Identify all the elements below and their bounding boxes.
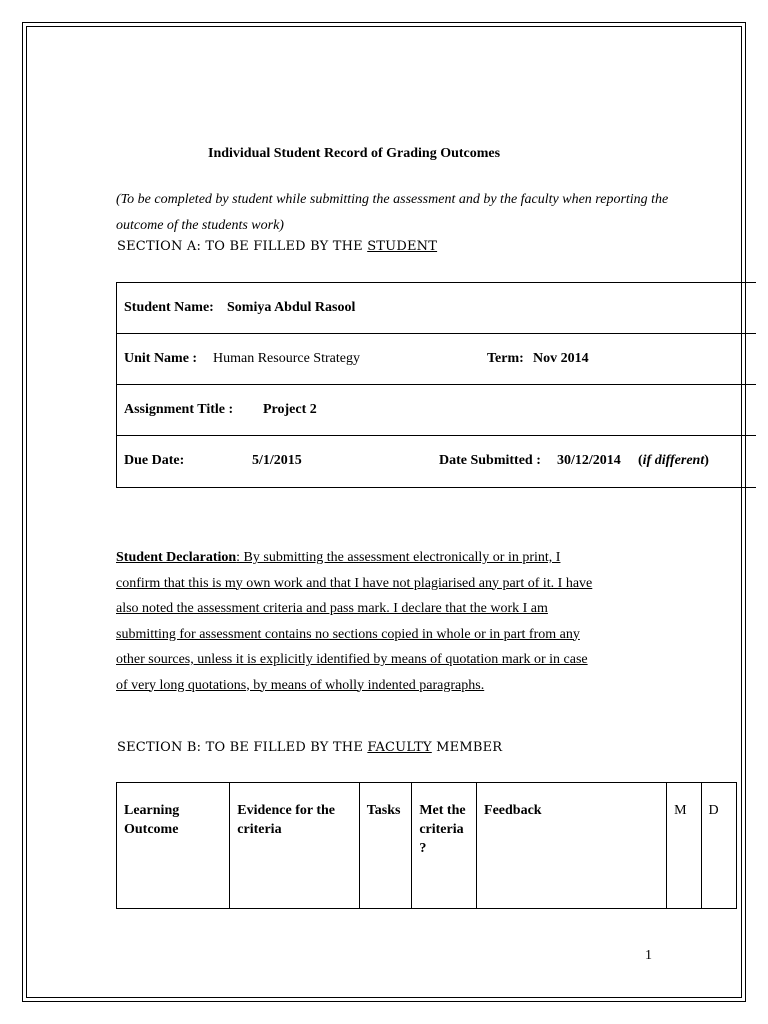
- declaration-line: confirm that this is my own work and that I have not plagiarised any part of it. I have: [116, 575, 593, 591]
- unit-name-value: Human Resource Strategy: [213, 351, 360, 366]
- section-b-heading: SECTION B: TO BE FILLED BY THE FACULTY MEMBER: [117, 740, 503, 755]
- header-feedback: Feedback: [477, 783, 667, 909]
- dates-row: [117, 436, 756, 487]
- declaration-line: of very long quotations, by means of wholly indented paragraphs.: [116, 677, 485, 693]
- document-title: Individual Student Record of Grading Outcomes: [208, 146, 501, 161]
- student-name-row: [117, 283, 756, 334]
- page-number: 1: [645, 948, 652, 963]
- section-a-heading: SECTION A: TO BE FILLED BY THE STUDENT: [117, 239, 438, 254]
- term-label: Term:: [487, 351, 524, 366]
- assignment-title-value: Project 2: [263, 402, 317, 417]
- header-tasks: Tasks: [359, 783, 412, 909]
- due-date-label: Due Date:: [124, 453, 185, 468]
- student-name-value: Somiya Abdul Rasool: [227, 300, 356, 315]
- faculty-grading-table: [116, 782, 737, 909]
- header-d: D: [701, 783, 736, 909]
- declaration-line: Student Declaration: By submitting the assessment electronically or in print, I: [116, 550, 561, 565]
- assignment-title-row: [117, 385, 756, 436]
- header-learning-outcome: Learning Outcome: [117, 783, 230, 909]
- student-info-table: [116, 282, 756, 488]
- date-submitted-value: 30/12/2014: [557, 453, 621, 468]
- declaration-line: other sources, unless it is explicitly identified by means of quotation mark or in case: [116, 652, 588, 667]
- student-declaration: [116, 545, 656, 698]
- due-date-value: 5/1/2015: [252, 453, 302, 468]
- declaration-label: Student Declaration: [116, 550, 237, 565]
- assignment-title-label: Assignment Title :: [124, 402, 234, 417]
- faculty-table-header-row: [117, 783, 737, 909]
- declaration-line: also noted the assessment criteria and pass mark. I declare that the work I am: [116, 601, 548, 616]
- declaration-line: submitting for assessment contains no sections copied in whole or in part from any: [116, 626, 580, 642]
- instructions-text: (To be completed by student while submitting the assessment and by the faculty when reporting the outcome of the students work): [116, 192, 669, 233]
- header-m: M: [667, 783, 701, 909]
- date-submitted-label: Date Submitted :: [439, 453, 541, 468]
- header-evidence: Evidence for the criteria: [230, 783, 359, 909]
- header-met-criteria: Met the criteria ?: [412, 783, 477, 909]
- unit-name-row: [117, 334, 756, 385]
- if-different-note: (if different): [638, 453, 709, 468]
- unit-name-label: Unit Name :: [124, 351, 198, 366]
- term-value: Nov 2014: [533, 351, 589, 366]
- student-name-label: Student Name:: [124, 300, 214, 315]
